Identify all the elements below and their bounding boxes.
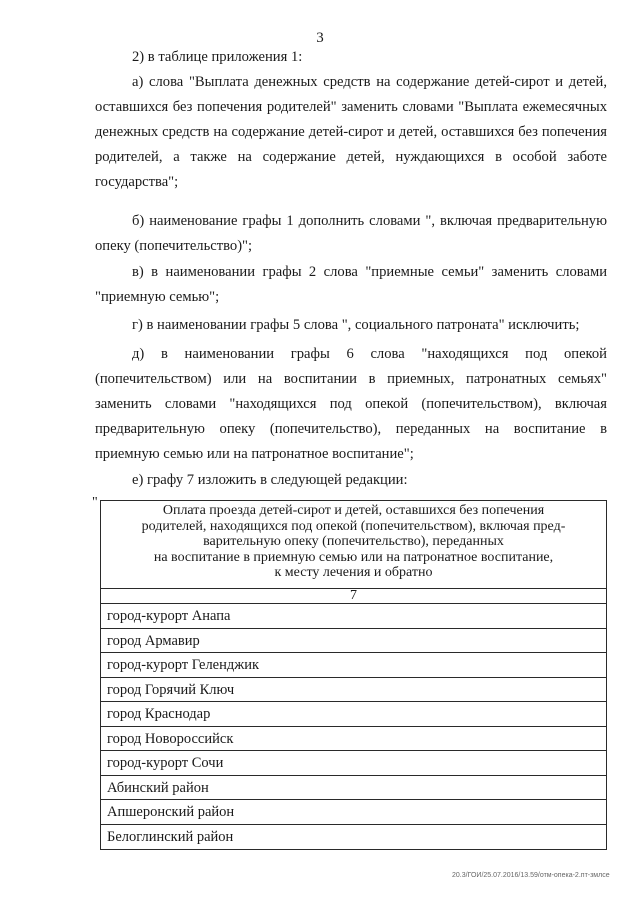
paragraph-a: а) слова "Выплата денежных средств на содержание детей-сирот и детей, оставшихся без попечения родителей" заменить словами "Выплата ежемесячных денежных средств на содержание детей-сирот и детей, оставшихся без попечения родителей, а также на содержание детей, нуждающихся в особой заботе государства";	[95, 74, 607, 190]
header-line: на воспитание в приемную семью или на патронатное воспитание,	[153, 549, 554, 565]
table-row: Абинский район	[101, 776, 606, 801]
paragraph-g: г) в наименовании графы 5 слова ", социального патроната" исключить;	[132, 317, 580, 333]
footer-stamp: 20.3/ГОИ/25.07.2016/13.59/отм-опека-2.пт-змлсе	[452, 872, 610, 879]
header-line: Оплата проезда детей-сирот и детей, оставшихся без попечения	[162, 503, 545, 518]
table-row: город-курорт Геленджик	[101, 653, 606, 678]
table-row: город Краснодар	[101, 702, 606, 727]
table-row: город Новороссийск	[101, 727, 606, 752]
table-row: город Армавир	[101, 629, 606, 654]
column-7-table	[100, 500, 607, 850]
page-number: 3	[316, 30, 324, 46]
table-row: город-курорт Анапа	[101, 604, 606, 629]
paragraph-b: б) наименование графы 1 дополнить словами ", включая предварительную опеку (попечительство)";	[95, 213, 607, 254]
column-number: 7	[101, 589, 606, 604]
table-opening-quote: "	[92, 495, 98, 510]
table-row: город Горячий Ключ	[101, 678, 606, 703]
header-line: к месту лечения и обратно	[274, 565, 433, 580]
paragraph-2: 2) в таблице приложения 1:	[132, 49, 303, 65]
header-line: варительную опеку (попечительство), переданных	[203, 534, 504, 549]
table-row: Белоглинский район	[107, 828, 234, 845]
paragraph-v: в) в наименовании графы 2 слова "приемные семьи" заменить словами "приемную семью";	[95, 264, 607, 305]
paragraph-d: д) в наименовании графы 6 слова "находящихся под опекой (попечительством) или на воспитании в приемных, патронатных семьях" заменить словами "находящихся под опекой (попечительством), включая предварительную опеку (попечительство), переданных на воспитание в приемную семью или на патронатное воспитание";	[95, 346, 607, 462]
table-row: город-курорт Сочи	[101, 751, 606, 776]
table-row: Апшеронский район	[101, 800, 606, 825]
paragraph-e: е) графу 7 изложить в следующей редакции:	[132, 472, 408, 488]
table-header	[101, 501, 606, 589]
header-line: родителей, находящихся под опекой (попечительством), включая пред-	[141, 518, 566, 534]
